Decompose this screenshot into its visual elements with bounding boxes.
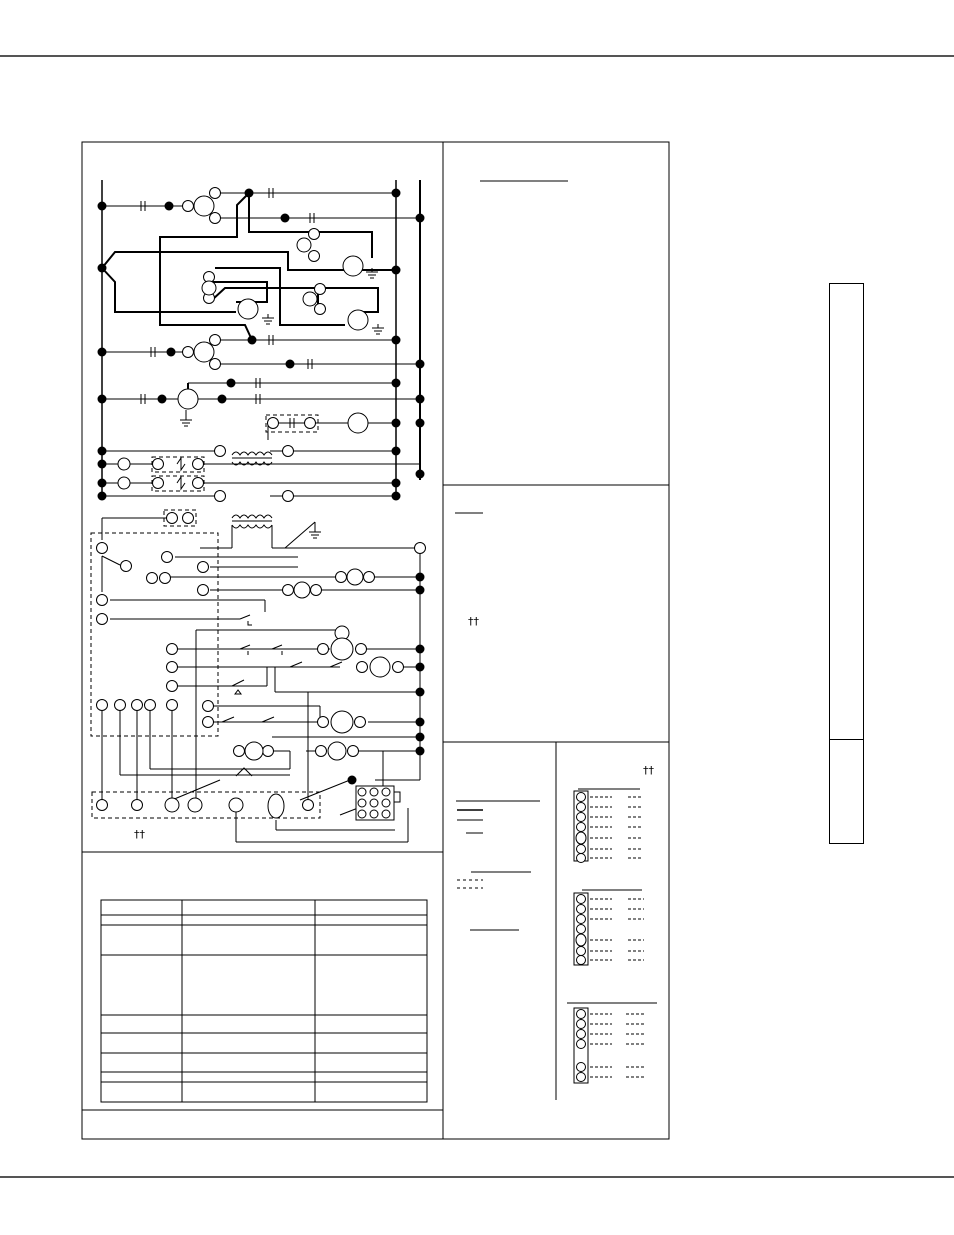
schematic-note-marker: †† <box>134 828 145 841</box>
notes-section-marker: †† <box>468 615 479 628</box>
side-tab-box <box>829 283 864 844</box>
connector-section-marker: †† <box>643 764 654 777</box>
diagram-frame <box>82 142 669 1139</box>
